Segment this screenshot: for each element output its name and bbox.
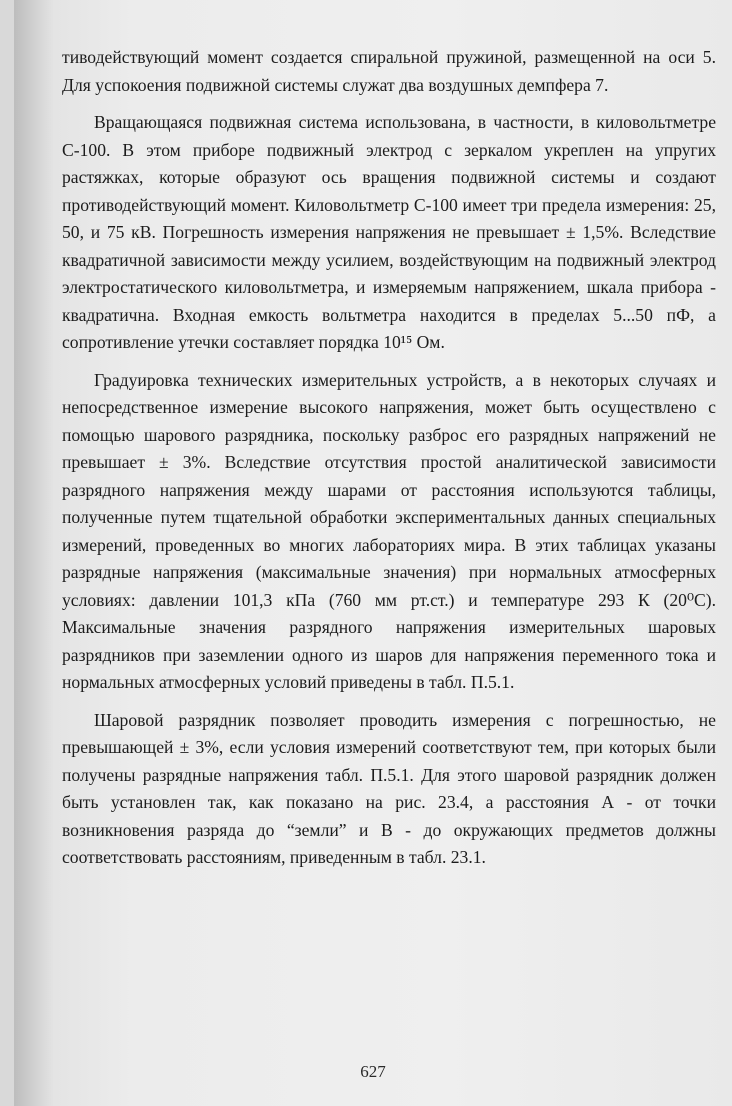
paragraph-sphere-gap: Шаровой разрядник позволяет проводить измерения с погрешностью, не превышающей ± 3%, если условия измерений соответствуют тем, при которых были получены разрядные напряжения табл. П.5.1. Для этого шаровой разрядник должен быть установлен так, как показано на рис. 23.4, а расстояния А - от точки возникновения разряда до “земли” и В - до окружающих предметов должны соответствовать расстояниям, приведенным в табл. 23.1.	[62, 709, 716, 867]
body-text	[62, 44, 716, 872]
paragraph-kilovoltmeter: Вращающаяся подвижная система использована, в частности, в киловольтметре С-100. В этом приборе подвижный электрод с зеркалом укреплен на упругих растяжках, которые образуют ось вращения подвижной системы и создают противодействующий момент. Киловольтметр С-100 имеет три предела измерения: 25, 50, и 75 кВ. Погрешность измерения напряжения не превышает ± 1,5%. Вследствие квадратичной зависимости между усилием, воздействующим на подвижный электрод электростатического киловольтметра, и измеряемым напряжением, шкала прибора - квадратична. Входная емкость вольтметра находится в пределах 5...50 пФ, а сопротивление утечки составляет порядка 10¹⁵ Ом.	[62, 112, 716, 352]
paragraph-continuation: тиводействующий момент создается спиральной пружиной, размещенной на оси 5. Для успокоения подвижной системы служат два воздушных демпфера 7.	[62, 47, 716, 95]
page-number: 627	[360, 1062, 386, 1081]
paragraph-calibration: Градуировка технических измерительных устройств, а в некоторых случаях и непосредственное измерение высокого напряжения, может быть осуществлено с помощью шарового разрядника, поскольку разброс его разрядных напряжений не превышает ± 3%. Вследствие отсутствия простой аналитической зависимости разрядного напряжения между шарами от расстояния используются таблицы, полученные путем тщательной обработки экспериментальных данных специальных измерений, проведенных во многих лабораториях мира. В этих таблицах указаны разрядные напряжения (максимальные значения) при нормальных атмосферных условиях: давлении 101,3 кПа (760 мм рт.ст.) и температуре 293 К (20⁰С). Максимальные значения разрядного напряжения измерительных шаровых разрядников при заземлении одного из шаров для напряжения переменного тока и нормальных атмосферных условий приведены в табл. П.5.1.	[62, 369, 716, 692]
book-page	[14, 0, 732, 1106]
